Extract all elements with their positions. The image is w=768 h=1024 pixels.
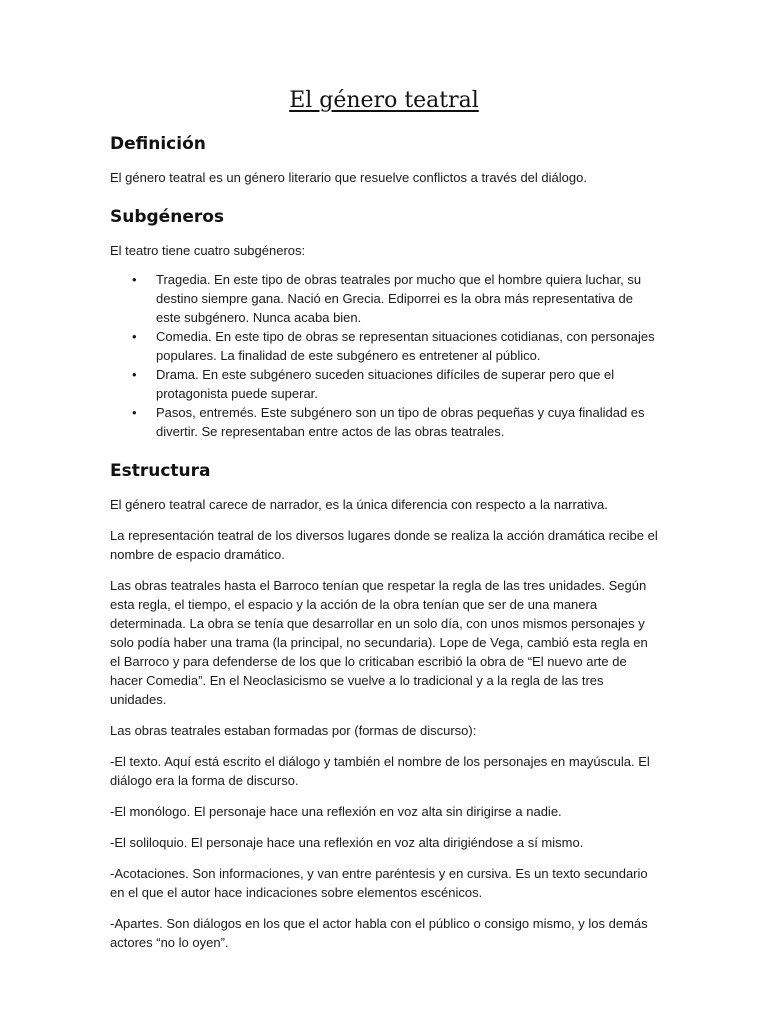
- paragraph: -El soliloquio. El personaje hace una reflexión en voz alta dirigiéndose a sí mismo.: [110, 835, 584, 850]
- bullet-icon: •: [132, 329, 137, 344]
- list-item-text: Pasos, entremés. Este subgénero son un tipo de obras pequeñas y cuya finalidad es divertir. Se representaban entre actos de las obras teatrales.: [156, 405, 645, 439]
- paragraph: La representación teatral de los diversos lugares donde se realiza la acción dramática recibe el nombre de espacio dramático.: [110, 528, 658, 562]
- paragraph: El género teatral carece de narrador, es la única diferencia con respecto a la narrativa.: [110, 497, 608, 512]
- list-item: [110, 270, 658, 327]
- document-body: [110, 86, 658, 964]
- list-item: [110, 403, 658, 441]
- paragraph: El teatro tiene cuatro subgéneros:: [110, 243, 306, 258]
- paragraph: Las obras teatrales estaban formadas por (formas de discurso):: [110, 723, 477, 738]
- document-title: El género teatral: [289, 88, 479, 113]
- list-item: [110, 365, 658, 403]
- subgeneros-list: [110, 270, 658, 441]
- paragraph: Las obras teatrales hasta el Barroco tenían que respetar la regla de las tres unidades. Según esta regla, el tiempo, el espacio y la acción de la obra tenían que ser de una manera determinada. La obra se tenía que desarrollar en un solo día, con unos mismos personajes y solo podía haber una trama (la principal, no secundaria). Lope de Vega, cambió esta regla en el Barroco y para defenderse de los que lo criticaban escribió la obra de “El nuevo arte de hacer Comedia”. En el Neoclasicismo se vuelve a lo tradicional y a la regla de las tres unidades.: [110, 578, 648, 707]
- bullet-icon: •: [132, 405, 137, 420]
- list-item-text: Drama. En este subgénero suceden situaciones difíciles de superar pero que el protagonista puede superar.: [156, 367, 615, 401]
- list-item: [110, 327, 658, 365]
- bullet-icon: •: [132, 367, 137, 382]
- heading-estructura: Estructura: [110, 461, 211, 481]
- heading-subgeneros: Subgéneros: [110, 207, 225, 227]
- paragraph: El género teatral es un género literario que resuelve conflictos a través del diálogo.: [110, 170, 587, 185]
- paragraph: -El texto. Aquí está escrito el diálogo y también el nombre de los personajes en mayúscula. El diálogo era la forma de discurso.: [110, 754, 650, 788]
- bullet-icon: •: [132, 272, 137, 287]
- heading-definicion: Definición: [110, 134, 206, 154]
- list-item-text: Comedia. En este tipo de obras se representan situaciones cotidianas, con personajes populares. La finalidad de este subgénero es entretener al público.: [156, 329, 655, 363]
- list-item-text: Tragedia. En este tipo de obras teatrales por mucho que el hombre quiera luchar, su destino siempre gana. Nació en Grecia. Ediporrei es la obra más representativa de este subgénero. Nunca acaba bien.: [156, 272, 642, 325]
- paragraph: -Acotaciones. Son informaciones, y van entre paréntesis y en cursiva. Es un texto secundario en el que el autor hace indicaciones sobre elementos escénicos.: [110, 866, 648, 900]
- paragraph: -El monólogo. El personaje hace una reflexión en voz alta sin dirigirse a nadie.: [110, 804, 562, 819]
- paragraph: -Apartes. Son diálogos en los que el actor habla con el público o consigo mismo, y los demás actores “no lo oyen”.: [110, 916, 648, 950]
